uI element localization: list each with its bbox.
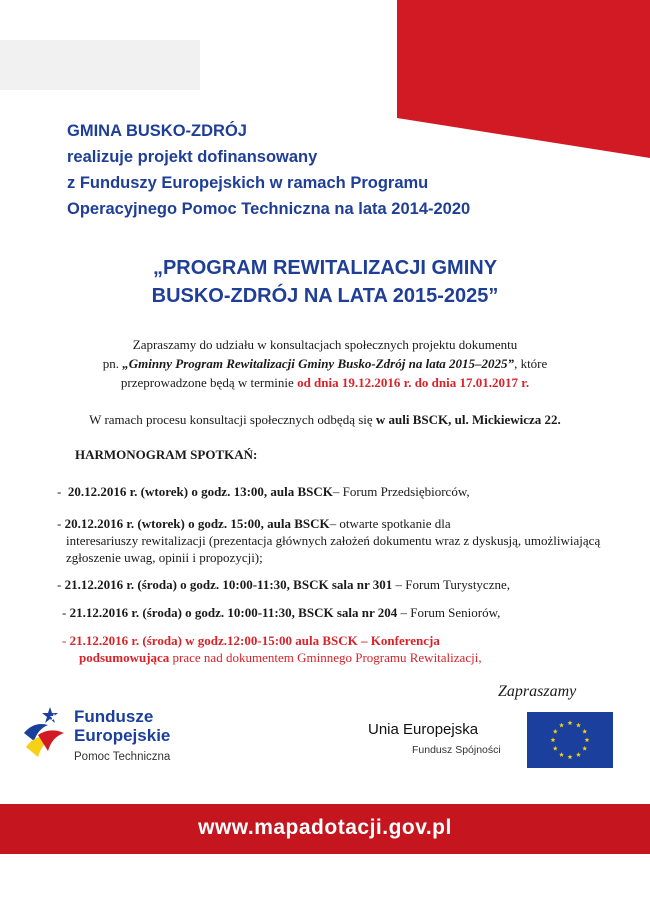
consultation-dates: od dnia 19.12.2016 r. do dnia 17.01.2017 r. <box>297 375 530 390</box>
item-1-when: 20.12.2016 r. (wtorek) o godz. 13:00, aula BSCK <box>67 484 333 499</box>
schedule-item-4: - 21.12.2016 r. (środa) o godz. 10:00-11:30, BSCK sala nr 204 – Forum Seniorów, <box>62 605 501 620</box>
program-title-line-2: BUSKO-ZDRÓJ NA LATA 2015-2025” <box>151 285 499 307</box>
fundusze-europejskie-star-icon <box>20 703 66 761</box>
schedule-item-5: - 21.12.2016 r. (środa) w godz.12:00-15:00 aula BSCK – Konferencja <box>62 633 440 648</box>
item-4-desc: – Forum Seniorów, <box>397 605 501 620</box>
venue-prefix: W ramach procesu konsultacji społecznych odbędą się <box>89 412 376 427</box>
eu-flag-icon <box>527 712 613 768</box>
program-title-line-1: „PROGRAM REWITALIZACJI GMINY <box>152 257 498 279</box>
intro-line-3 <box>0 374 650 391</box>
venue-address: w auli BSCK, ul. Mickiewicza 22. <box>375 412 561 427</box>
white-stripe <box>0 40 200 90</box>
intro-line-1: Zapraszamy do udziału w konsultacjach społecznych projektu dokumentu <box>132 337 518 352</box>
header-line-2: realizuje projekt dofinansowany <box>67 148 318 166</box>
item-1-desc: – Forum Przedsiębiorców, <box>332 484 470 499</box>
item-3-desc: – Forum Turystyczne, <box>392 577 510 592</box>
intro-line-2 <box>0 355 650 372</box>
item-5-when: 21.12.2016 r. (środa) w godz.12:00-15:00 aula BSCK – Konferencja <box>69 633 440 648</box>
red-band <box>397 0 650 158</box>
ue-logo-line-2: Fundusz Spójności <box>412 744 501 756</box>
fe-logo-line-2: Europejskie <box>74 726 171 745</box>
schedule-item-2: - 20.12.2016 r. (wtorek) o godz. 15:00, aula BSCK– otwarte spotkanie dla <box>57 516 451 531</box>
intro-suffix: , które <box>514 356 548 371</box>
item-5-bold-word: podsumowująca <box>79 650 170 665</box>
ue-logo-line-1: Unia Europejska <box>368 721 479 738</box>
intro-prefix: pn. <box>102 356 123 371</box>
fe-logo-line-1: Fundusze <box>74 707 154 726</box>
footer-url-link[interactable]: www.mapadotacji.gov.pl <box>198 816 452 839</box>
schedule-heading: HARMONOGRAM SPOTKAŃ: <box>75 447 258 462</box>
fe-logo-line-3: Pomoc Techniczna <box>74 751 171 763</box>
item-2-desc: – otwarte spotkanie dla <box>329 516 451 531</box>
document-name: „Gminny Program Rewitalizacji Gminy Busko-Zdrój na lata 2015–2025” <box>122 356 515 371</box>
header-line-3: z Funduszy Europejskich w ramach Programu <box>67 174 429 192</box>
invite-text: Zapraszamy <box>498 683 577 700</box>
schedule-item-5-line-2 <box>79 649 482 666</box>
schedule-item-2-line-3: zgłoszenie uwag, opinii i propozycji); <box>66 550 263 565</box>
dates-prefix: przeprowadzone będą w terminie <box>120 375 298 390</box>
item-2-when: 20.12.2016 r. (wtorek) o godz. 15:00, aula BSCK <box>64 516 330 531</box>
schedule-item-1: - 20.12.2016 r. (wtorek) o godz. 13:00, aula BSCK– Forum Przedsiębiorców, <box>57 484 470 499</box>
venue-line <box>0 411 650 428</box>
item-3-when: 21.12.2016 r. (środa) o godz. 10:00-11:30, BSCK sala nr 301 <box>64 577 393 592</box>
schedule-item-2-line-2: interesariuszy rewitalizacji (prezentacja głównych założeń dokumentu wraz z dyskusją, umożliwiającą <box>66 533 601 548</box>
header-line-4: Operacyjnego Pomoc Techniczna na lata 2014-2020 <box>67 200 471 218</box>
schedule-item-3: - 21.12.2016 r. (środa) o godz. 10:00-11:30, BSCK sala nr 301 – Forum Turystyczne, <box>57 577 510 592</box>
item-4-when: 21.12.2016 r. (środa) o godz. 10:00-11:30, BSCK sala nr 204 <box>69 605 398 620</box>
header-line-1: GMINA BUSKO-ZDRÓJ <box>67 122 247 140</box>
item-5-desc: prace nad dokumentem Gminnego Programu Rewitalizacji, <box>169 650 482 665</box>
